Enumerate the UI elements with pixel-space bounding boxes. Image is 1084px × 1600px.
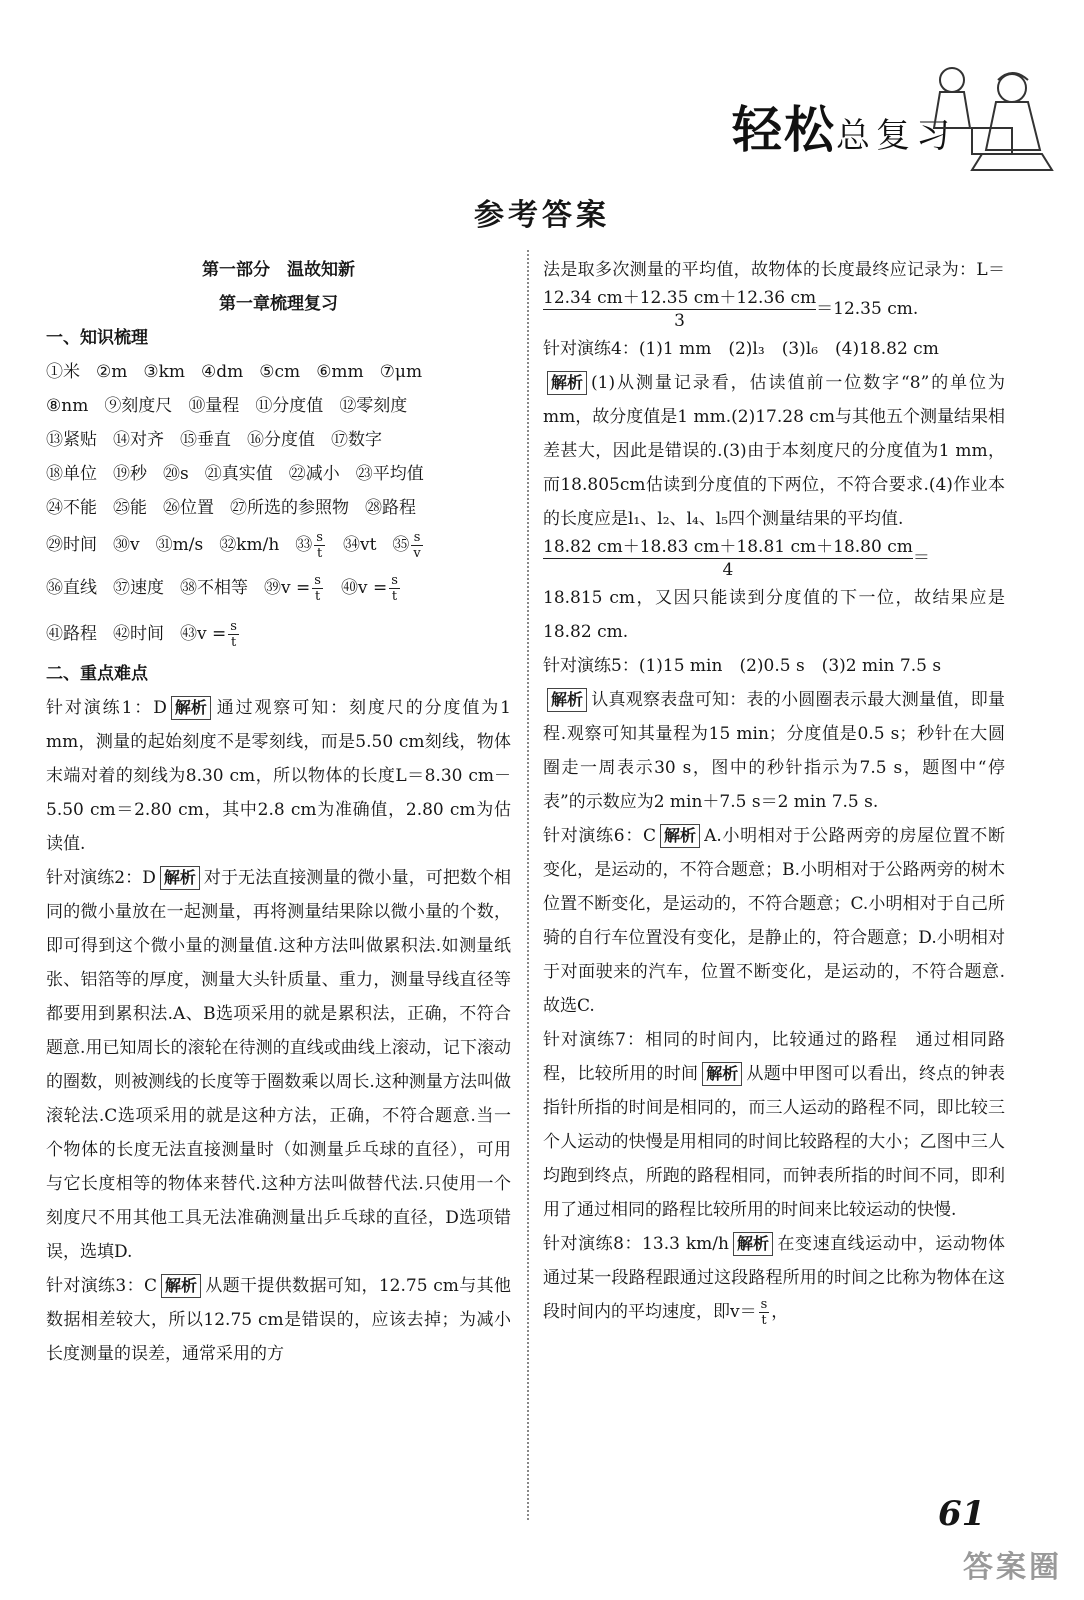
frac-num: s bbox=[230, 619, 237, 634]
knowledge-point: ㉖位置 bbox=[163, 498, 214, 518]
chapter-heading: 第一章梳理复习 bbox=[219, 294, 338, 314]
equation-lhs: L＝ bbox=[976, 260, 1005, 280]
knowledge-row-6 bbox=[46, 525, 511, 565]
knowledge-row-5 bbox=[46, 491, 511, 525]
knowledge-row-1 bbox=[46, 355, 511, 389]
section-key-points: 二、重点难点 bbox=[46, 664, 148, 684]
analysis-tag: 解析 bbox=[161, 1274, 201, 1298]
knowledge-point: ㉑真实值 bbox=[204, 464, 273, 484]
knowledge-row-3 bbox=[46, 423, 511, 457]
knowledge-point: ⑬紧贴 bbox=[46, 430, 97, 450]
section-knowledge: 一、知识梳理 bbox=[46, 328, 148, 348]
equation-rhs: ＝12.35 cm. bbox=[816, 299, 919, 319]
equation-numerator: 12.34 cm＋12.35 cm＋12.36 cm bbox=[543, 288, 817, 308]
knowledge-row-8 bbox=[46, 611, 511, 657]
fraction-s-over-v bbox=[411, 530, 422, 561]
knowledge-point: ④dm bbox=[201, 362, 244, 382]
knowledge-point: ㉘路程 bbox=[365, 498, 416, 518]
part-heading: 第一部分 温故知新 bbox=[202, 260, 355, 280]
knowledge-point: ⑧nm bbox=[46, 396, 89, 416]
knowledge-point: ㉒减小 bbox=[288, 464, 340, 484]
answer-7 bbox=[543, 1023, 1005, 1227]
answer-body: 认真观察表盘可知：表的小圆圈表示最大测量值，即量程.观察可知其量程为15 min；分度值是0.5 s；秒针在大圆圈走一周表示30 s，图中的秒针指示为7.5 s，题图中“停表”的示数应为2 min＋7.5 s＝2 min 7.5 s. bbox=[543, 690, 1005, 812]
knowledge-row-2 bbox=[46, 389, 511, 423]
knowledge-point: ㊲速度 bbox=[113, 578, 164, 598]
answer-body: (1)从测量记录看，估读值前一位数字“8”的单位为mm，故分度值是1 mm.(2)17.28 cm与其他五个测量结果相差甚大，因此是错误的.(3)由于本刻度尺的分度值为1 mm，而18.805cm估读到分度值的下两位，不符合要求.(4)作业本的长度应是l₁、l₂、l₄、l₅四个测量结果的平均值. bbox=[543, 373, 1005, 529]
knowledge-point: ⑱单位 bbox=[46, 464, 97, 484]
brand-header bbox=[732, 58, 1062, 176]
fraction-s-over-t bbox=[312, 573, 323, 604]
knowledge-point: ㉔不能 bbox=[46, 498, 97, 518]
knowledge-point: ㉚v bbox=[113, 535, 140, 555]
page-title: 参考答案 bbox=[474, 198, 610, 233]
knowledge-point: ⑦μm bbox=[379, 362, 423, 382]
answer-head: 针对演练6：C bbox=[543, 826, 657, 846]
kp-formula: ㊵v = bbox=[340, 578, 388, 598]
answer-tail: ， bbox=[771, 1302, 789, 1322]
knowledge-point: ㉕能 bbox=[113, 498, 147, 518]
knowledge-row-7 bbox=[46, 565, 511, 611]
right-column bbox=[543, 253, 1005, 1329]
answer-body: 从题中甲图可以看出，终点的钟表指针所指的时间是相同的，而三人运动的路程不同，即比较三个人运动的快慢是用相同的时间比较路程的大小；乙图中三人均跑到终点，所跑的路程相同，而钟表所指的时间不同，即利用了通过相同的路程比较所用的时间来比较运动的快慢. bbox=[543, 1064, 1006, 1220]
knowledge-point: ㉙时间 bbox=[46, 535, 97, 555]
frac-num: s bbox=[411, 530, 422, 546]
analysis-tag: 解析 bbox=[547, 688, 587, 712]
column-divider bbox=[527, 250, 529, 1520]
knowledge-point: ⑩量程 bbox=[188, 396, 240, 416]
frac-den: t bbox=[391, 589, 398, 604]
answer-4 bbox=[543, 366, 1005, 536]
answer-5 bbox=[543, 683, 1005, 819]
frac-den: t bbox=[317, 546, 323, 561]
knowledge-point: ㊷时间 bbox=[113, 624, 164, 644]
knowledge-point: ②m bbox=[96, 362, 128, 382]
analysis-tag: 解析 bbox=[547, 371, 587, 395]
knowledge-point: ㉓平均值 bbox=[355, 464, 424, 484]
analysis-tag: 解析 bbox=[160, 866, 200, 890]
knowledge-point: ⑮垂直 bbox=[180, 430, 231, 450]
answer-3-continued bbox=[543, 253, 1005, 332]
knowledge-point: ⑤cm bbox=[259, 362, 301, 382]
analysis-tag: 解析 bbox=[660, 824, 700, 848]
knowledge-point: ㉛m/s bbox=[155, 535, 204, 555]
knowledge-row-4 bbox=[46, 457, 511, 491]
answer-5-head: 针对演练5：(1)15 min (2)0.5 s (3)2 min 7.5 s bbox=[543, 656, 942, 676]
analysis-tag: 解析 bbox=[733, 1232, 773, 1256]
average-equation-1 bbox=[543, 287, 816, 332]
fraction-s-over-t bbox=[389, 573, 400, 604]
equation-rhs: ＝ bbox=[912, 548, 930, 568]
reading-children-illustration bbox=[912, 58, 1062, 176]
answer-body: 对于无法直接测量的微小量，可把数个相同的微小量放在一起测量，再将测量结果除以微小量的个数，即可得到这个微小量的测量值.这种方法叫做累积法.如测量纸张、铝箔等的厚度，测量大头针质量、重力，测量导线直径等都要用到累积法.A、B选项采用的就是累积法，正确，不符合题意.用已知周长的滚轮在待测的直线或曲线上滚动，记下滚动的圈数，则被测线的长度等于圈数乘以周长.这种测量方法叫做滚轮法.C选项采用的就是这种方法，正确，不符合题意.当一个物体的长度无法直接测量时（如测量乒乓球的直径），可用与它长度相等的物体来替代.这种方法叫做替代法.只使用一个刻度尺不用其他工具无法准确测量出乒乓球的直径，D选项错误，选填D. bbox=[46, 868, 512, 1262]
knowledge-point: ⑲秒 bbox=[113, 464, 147, 484]
answer-2 bbox=[46, 861, 511, 1269]
answer-3 bbox=[46, 1269, 511, 1371]
knowledge-point bbox=[295, 525, 327, 565]
knowledge-point bbox=[392, 525, 424, 565]
knowledge-point: ③km bbox=[143, 362, 186, 382]
equation-numerator: 18.82 cm＋18.83 cm＋18.81 cm＋18.80 cm bbox=[543, 537, 913, 557]
answer-body: 通过观察可知：刻度尺的分度值为1 mm，测量的起始刻度不是零刻线，而是5.50 cm刻线，物体末端对着的刻线为8.30 cm，所以物体的长度L＝8.30 cm－5.50 cm＝2.80 cm，其中2.8 cm为准确值，2.80 cm为估读值. bbox=[46, 698, 511, 854]
knowledge-point bbox=[180, 611, 241, 657]
knowledge-point: ㊱直线 bbox=[46, 578, 97, 598]
analysis-tag: 解析 bbox=[702, 1062, 742, 1086]
frac-den: t bbox=[230, 635, 237, 650]
fraction-s-over-t bbox=[314, 530, 325, 561]
answer-head: 针对演练3：C bbox=[46, 1276, 157, 1296]
frac-den: t bbox=[761, 1313, 767, 1328]
answer-body: 从题干提供数据可知，12.75 cm与其他数据相差较大，所以12.75 cm是错误的，应该去掉；为减小长度测量的误差，通常采用的方 bbox=[46, 1276, 511, 1364]
fraction-s-over-t bbox=[228, 619, 239, 650]
answer-1 bbox=[46, 691, 511, 861]
knowledge-point bbox=[264, 565, 325, 611]
knowledge-point: ㊶路程 bbox=[46, 624, 97, 644]
frac-num: s bbox=[760, 1297, 768, 1312]
answer-4-tail: 18.815 cm，又因只能读到分度值的下一位，故结果应是18.82 cm. bbox=[543, 588, 1005, 642]
frac-num: s bbox=[316, 530, 323, 545]
kp-formula: ㊸v = bbox=[180, 624, 227, 644]
equation-denominator: 3 bbox=[674, 311, 685, 331]
knowledge-point bbox=[341, 565, 402, 611]
frac-num: s bbox=[391, 573, 398, 588]
average-equation-2-line bbox=[543, 536, 1005, 581]
frac-den: v bbox=[413, 546, 421, 561]
answer-body: A.小明相对于公路两旁的房屋位置不断变化，是运动的，不符合题意；B.小明相对于公路两旁的树木位置不断变化，是运动的，不符合题意；C.小明相对于自己所骑的自行车位置没有变化，是静止的，符合题意；D.小明相对于对面驶来的汽车，位置不断变化，是运动的，不符合题意.故选C. bbox=[543, 826, 1005, 1016]
answer-4-head: 针对演练4：(1)1 mm (2)l₃ (3)l₆ (4)18.82 cm bbox=[543, 339, 939, 359]
answer-body: 法是取多次测量的平均值，故物体的长度最终应记录为： bbox=[543, 260, 977, 280]
answer-8 bbox=[543, 1227, 1005, 1329]
average-equation-2 bbox=[543, 536, 913, 581]
knowledge-point: ⑪分度值 bbox=[255, 396, 324, 416]
knowledge-point: ㉞vt bbox=[342, 535, 377, 555]
knowledge-point: ⑨刻度尺 bbox=[104, 396, 173, 416]
knowledge-point: ⑯分度值 bbox=[247, 430, 315, 450]
knowledge-point: ⑥mm bbox=[316, 362, 364, 382]
left-column bbox=[46, 253, 511, 1371]
answer-head: 针对演练2：D bbox=[46, 868, 156, 888]
answer-body: 在变速直线运动中，运动物体通过某一段路程跟通过这段路程所用的时间之比称为物体在这段时间内的平均速度，即v＝ bbox=[543, 1234, 1005, 1322]
frac-den: t bbox=[314, 589, 321, 604]
knowledge-point: ㉗所选的参照物 bbox=[230, 498, 349, 518]
kp-formula: ㊴v = bbox=[264, 578, 311, 598]
kp-number: ㉝ bbox=[295, 535, 313, 555]
page-number: 61 bbox=[938, 1494, 986, 1534]
frac-num: s bbox=[314, 573, 321, 588]
knowledge-point: ㊳不相等 bbox=[180, 578, 248, 598]
analysis-tag: 解析 bbox=[171, 696, 211, 720]
fraction-s-over-t bbox=[759, 1297, 770, 1328]
brand-big: 轻松 bbox=[732, 101, 836, 159]
knowledge-point: ㉜km/h bbox=[219, 535, 280, 555]
knowledge-point: ⑫零刻度 bbox=[339, 396, 408, 416]
knowledge-point: ①米 bbox=[46, 362, 80, 382]
answer-head: 针对演练1：D bbox=[46, 698, 167, 718]
knowledge-point: ⑭对齐 bbox=[113, 430, 164, 450]
knowledge-point: ⑳s bbox=[163, 464, 189, 484]
answer-6 bbox=[543, 819, 1005, 1023]
watermark: 答案圈 bbox=[963, 1550, 1062, 1585]
kp-number: ㉟ bbox=[392, 535, 410, 555]
equation-denominator: 4 bbox=[722, 560, 734, 580]
brand-small: 总复习 bbox=[836, 116, 956, 156]
knowledge-point: ⑰数字 bbox=[331, 430, 382, 450]
answer-head: 针对演练7：相同的时间内，比较通过的路程 通过相同路程，比较所用的时间 bbox=[543, 1030, 1005, 1084]
answer-head: 针对演练8：13.3 km/h bbox=[543, 1234, 729, 1254]
